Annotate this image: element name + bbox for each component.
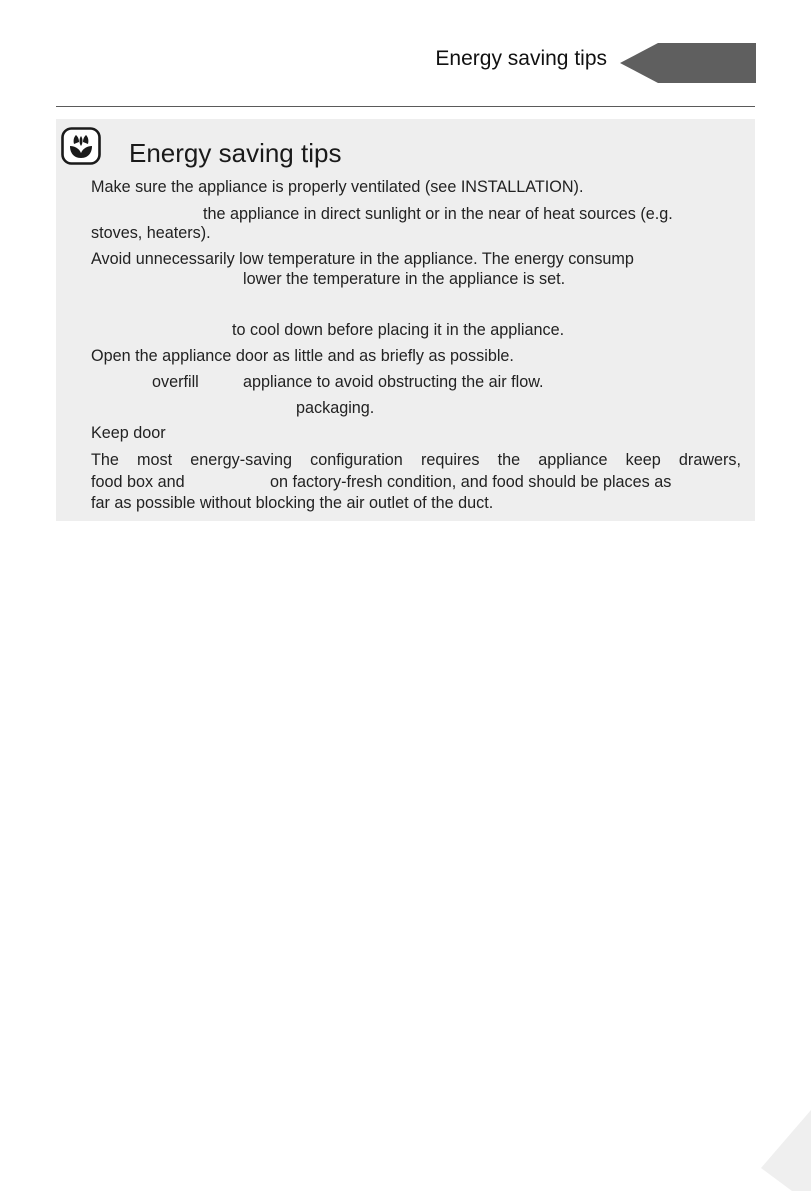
tip-line: Keep door: [91, 424, 166, 442]
page-corner-tab: [760, 1110, 811, 1191]
tip-line: Open the appliance door as little and as briefly as possible.: [91, 347, 514, 365]
tip-line: The most energy-saving configuration requires the appliance keep drawers,: [91, 451, 741, 469]
tip-line: Avoid unnecessarily low temperature in the appliance. The energy consump: [91, 250, 634, 268]
tip-line: food box and: [91, 473, 185, 491]
energy-tips-panel: [56, 119, 755, 521]
page-header-title: Energy saving tips: [435, 47, 607, 70]
tip-line: appliance to avoid obstructing the air flow.: [243, 373, 544, 391]
tip-line: lower the temperature in the appliance is set.: [243, 270, 566, 288]
tip-line: packaging.: [296, 399, 375, 417]
tip-line: Make sure the appliance is properly ventilated (see INSTALLATION).: [91, 178, 584, 196]
leaf-sprout-icon: [61, 127, 101, 165]
header-divider: [56, 106, 755, 107]
tip-line: overfill: [152, 373, 199, 391]
tip-line: to cool down before placing it in the appliance.: [232, 321, 565, 339]
tip-line: far as possible without blocking the air outlet of the duct.: [91, 494, 494, 512]
header-tab-arrow: [620, 43, 756, 83]
tip-line: the appliance in direct sunlight or in the near of heat sources (e.g.: [203, 205, 673, 223]
tip-line: stoves, heaters).: [91, 224, 211, 242]
tip-line: on factory-fresh condition, and food should be places as: [270, 473, 672, 491]
panel-title: Energy saving tips: [129, 138, 342, 168]
